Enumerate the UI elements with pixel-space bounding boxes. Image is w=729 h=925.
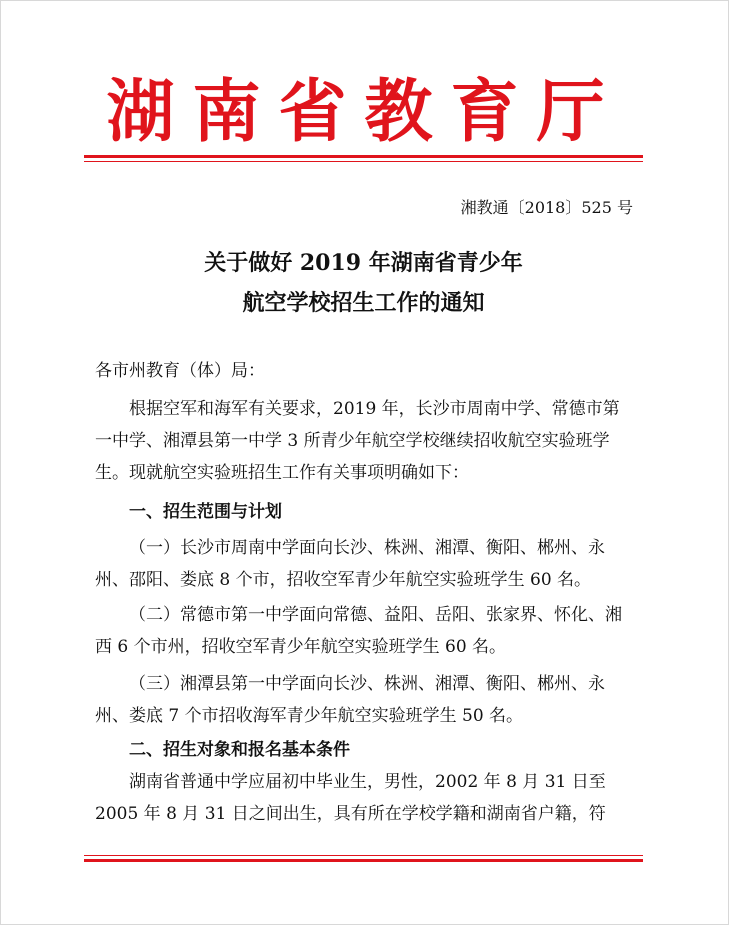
section-heading-2: 二、招生对象和报名基本条件 bbox=[129, 740, 350, 760]
agency-masthead: 湖南省教育厅 bbox=[106, 72, 623, 152]
document-title-line-2: 航空学校招生工作的通知 bbox=[242, 290, 485, 316]
document-number: 湘教通〔2018〕525 号 bbox=[460, 198, 633, 217]
section-heading-1: 一、招生范围与计划 bbox=[129, 502, 282, 522]
footer-rule-thin bbox=[84, 855, 643, 856]
section1-item-2: （二）常德市第一中学面向常德、益阳、岳阳、张家界、怀化、湘西 6 个市州，招收空军青少年航空实验班学生 60 名。 bbox=[95, 605, 622, 657]
section1-item-3: （三）湘潭县第一中学面向长沙、株洲、湘潭、衡阳、郴州、永州、娄底 7 个市招收海军青少年航空实验班学生 50 名。 bbox=[95, 674, 605, 726]
footer-rule-thick bbox=[84, 859, 643, 862]
section2-paragraph: 湖南省普通中学应届初中毕业生，男性，2002 年 8 月 31 日至 2005 年 8 月 31 日之间出生，具有所在学校学籍和湖南省户籍，符 bbox=[95, 772, 606, 824]
masthead-rule-thick bbox=[84, 155, 643, 158]
intro-paragraph: 根据空军和海军有关要求，2019 年，长沙市周南中学、常德市第一中学、湘潭县第一中学 3 所青少年航空学校继续招收航空实验班学生。现就航空实验班招生工作有关事项明确如下： bbox=[95, 399, 620, 483]
masthead-rule-thin bbox=[84, 161, 643, 162]
document-title-line-1: 关于做好 2019 年湖南省青少年 bbox=[204, 250, 523, 276]
section1-item-1: （一）长沙市周南中学面向长沙、株洲、湘潭、衡阳、郴州、永州、邵阳、娄底 8 个市，招收空军青少年航空实验班学生 60 名。 bbox=[95, 538, 605, 590]
salutation: 各市州教育（体）局： bbox=[95, 361, 265, 381]
